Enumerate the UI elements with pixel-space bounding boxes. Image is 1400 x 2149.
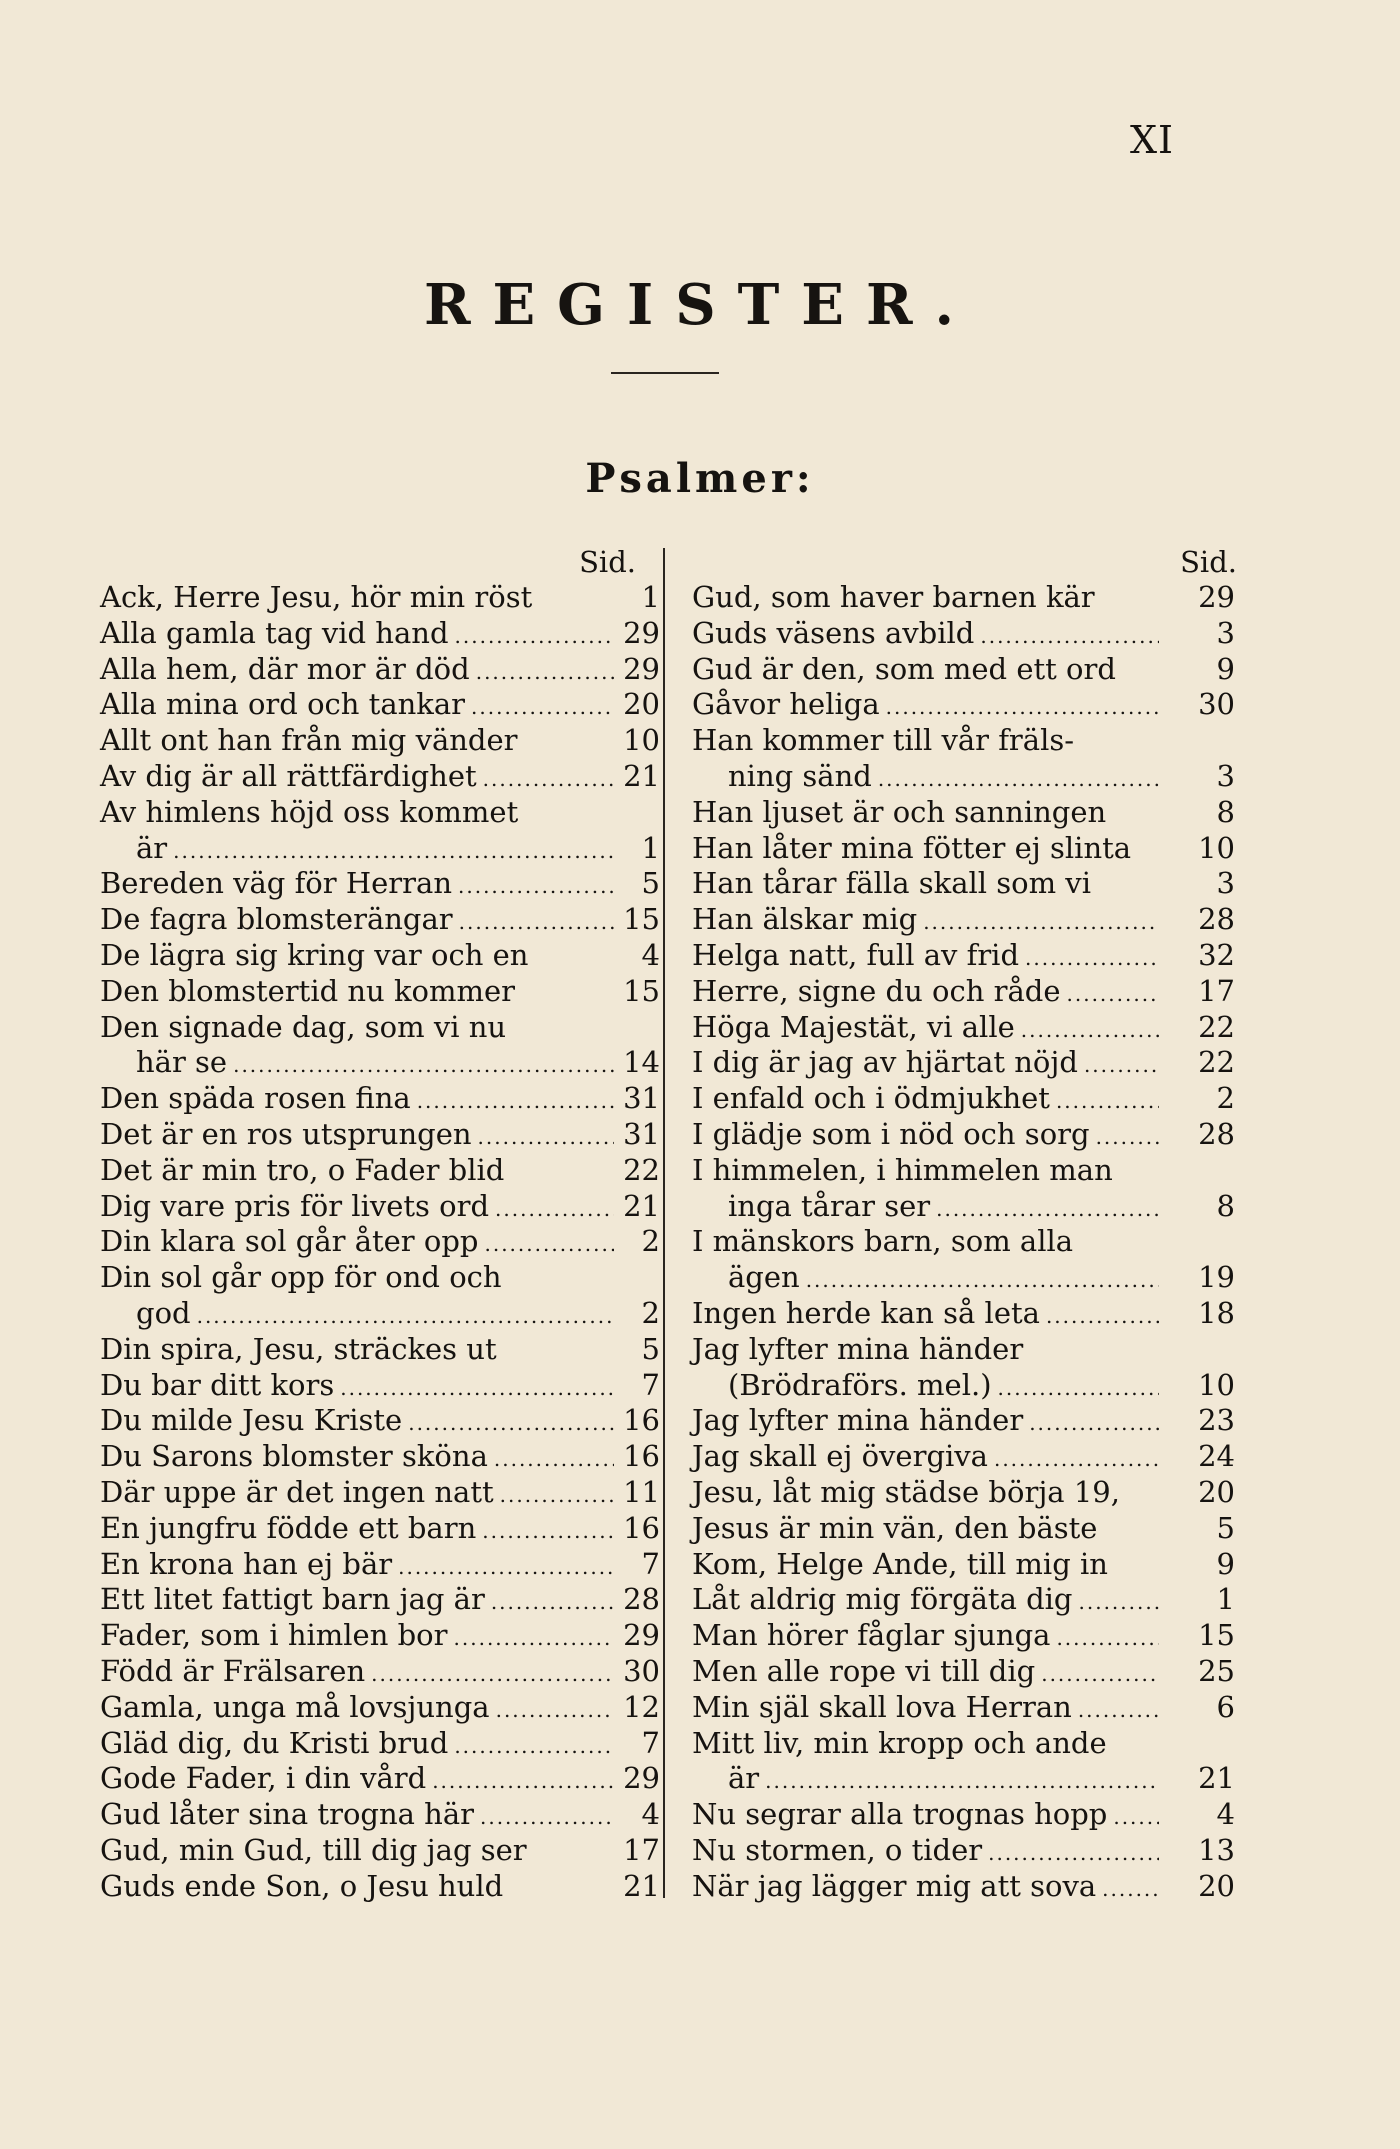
entry-title: De fagra blomsterängar	[100, 902, 453, 937]
dot-leader	[173, 834, 614, 870]
index-entry	[692, 1582, 1235, 1618]
page-column-header: Sid.	[1180, 545, 1237, 579]
dot-leader	[455, 619, 614, 655]
index-entry	[692, 1368, 1235, 1404]
entry-title: Man hörer fåglar sjunga	[692, 1618, 1051, 1653]
dot-leader	[458, 869, 614, 905]
dot-leader	[500, 1478, 614, 1514]
index-entry	[100, 1117, 660, 1153]
dot-leader	[1096, 1120, 1159, 1156]
dot-leader	[998, 1371, 1159, 1407]
entry-page-number: 1	[1216, 1582, 1235, 1617]
entry-title: Gode Fader, i din vård	[100, 1761, 427, 1796]
entry-page-number: 31	[623, 1116, 660, 1151]
index-entry	[692, 1117, 1235, 1153]
index-entry	[692, 1010, 1235, 1046]
entry-page-number: 1	[641, 830, 660, 865]
entry-title: I mänskors barn, som alla	[692, 1224, 1074, 1259]
index-entry	[692, 616, 1235, 652]
entry-title: Alla gamla tag vid hand	[100, 615, 449, 650]
entry-title: Min själ skall lova Herran	[692, 1689, 1072, 1724]
entry-page-number: 3	[1216, 866, 1235, 901]
dot-leader	[936, 1192, 1159, 1228]
entry-title: De lägra sig kring var och en	[100, 937, 529, 972]
dot-leader	[923, 905, 1159, 941]
index-entry	[100, 652, 660, 688]
entry-title: Alla hem, där mor är död	[100, 651, 470, 686]
index-entry	[100, 1260, 660, 1296]
dot-leader	[1025, 941, 1159, 977]
index-entry	[100, 1081, 660, 1117]
index-entry	[100, 866, 660, 902]
index-entry	[692, 1224, 1235, 1260]
index-entry	[692, 1189, 1235, 1225]
dot-leader	[480, 1800, 614, 1836]
entry-title: Den blomstertid nu kommer	[100, 973, 516, 1008]
entry-title: När jag lägger mig att sova	[692, 1868, 1097, 1903]
index-entry	[100, 723, 660, 759]
entry-page-number: 2	[641, 1295, 660, 1330]
entry-title: Dig vare pris för livets ord	[100, 1188, 490, 1223]
entry-page-number: 16	[623, 1403, 660, 1438]
entry-title: Din sol går opp för ond och	[100, 1260, 502, 1295]
entry-page-number: 29	[623, 615, 660, 650]
index-entry	[100, 1690, 660, 1726]
entry-page-number: 2	[641, 1224, 660, 1259]
entry-title: Herre, signe du och råde	[692, 973, 1061, 1008]
entry-title: Han kommer till vår fräls-	[692, 723, 1075, 758]
title-divider	[611, 372, 719, 374]
index-entry	[692, 1797, 1235, 1833]
entry-page-number: 17	[1198, 973, 1235, 1008]
entry-list-left	[100, 580, 660, 1904]
entry-title: inga tårar ser	[728, 1188, 931, 1223]
index-entry	[100, 1296, 660, 1332]
entry-title: Gläd dig, du Kristi brud	[100, 1725, 449, 1760]
index-entry	[100, 1761, 660, 1797]
entry-page-number: 21	[623, 1188, 660, 1223]
dot-leader	[494, 1442, 614, 1478]
dot-leader	[484, 1227, 614, 1263]
entry-title: Det är en ros utsprungen	[100, 1116, 472, 1151]
entry-title: Av himlens höjd oss kommet	[100, 794, 519, 829]
entry-page-number: 24	[1198, 1439, 1235, 1474]
entry-title: I himmelen, i himmelen man	[692, 1152, 1113, 1187]
entry-page-number: 29	[623, 1618, 660, 1653]
index-entry	[100, 1833, 660, 1869]
entry-page-number: 7	[641, 1367, 660, 1402]
dot-leader	[1113, 1800, 1159, 1836]
index-entry	[692, 1726, 1235, 1762]
entry-title: Jag skall ej övergiva	[692, 1439, 988, 1474]
index-entry	[100, 1045, 660, 1081]
dot-leader	[994, 1442, 1159, 1478]
dot-leader	[459, 905, 614, 941]
entry-page-number: 7	[641, 1546, 660, 1581]
entry-title: Allt ont han från mig vänder	[100, 723, 518, 758]
entry-page-number: 28	[1198, 902, 1235, 937]
index-entry	[100, 1726, 660, 1762]
entry-list-right	[692, 580, 1235, 1904]
page-column-header: Sid.	[579, 545, 636, 579]
entry-page-number: 13	[1198, 1832, 1235, 1867]
index-entry	[100, 759, 660, 795]
entry-title: Gåvor heliga	[692, 687, 880, 722]
entry-page-number: 31	[623, 1081, 660, 1116]
index-entry	[692, 1439, 1235, 1475]
dot-leader	[1102, 1872, 1159, 1908]
entry-page-number: 5	[1216, 1510, 1235, 1545]
dot-leader	[980, 619, 1159, 655]
dot-leader	[495, 1192, 614, 1228]
entry-page-number: 11	[623, 1474, 660, 1509]
index-entry	[692, 1081, 1235, 1117]
entry-page-number: 23	[1198, 1403, 1235, 1438]
index-entry	[100, 1582, 660, 1618]
index-entry	[100, 1797, 660, 1833]
entry-title: Men alle rope vi till dig	[692, 1653, 1036, 1688]
index-entry	[692, 1761, 1235, 1797]
dot-leader	[454, 1621, 614, 1657]
entry-page-number: 15	[623, 902, 660, 937]
entry-page-number: 20	[1198, 1868, 1235, 1903]
section-heading: Psalmer:	[585, 455, 815, 502]
entry-title: Fader, som i himlen bor	[100, 1618, 448, 1653]
dot-leader	[1029, 1406, 1159, 1442]
dot-leader	[765, 1764, 1159, 1800]
entry-page-number: 20	[1198, 1474, 1235, 1509]
entry-page-number: 22	[1198, 1045, 1235, 1080]
entry-page-number: 9	[1216, 651, 1235, 686]
dot-leader	[454, 1729, 614, 1765]
entry-title: I dig är jag av hjärtat nöjd	[692, 1045, 1078, 1080]
index-entry	[692, 1475, 1235, 1511]
entry-page-number: 5	[641, 866, 660, 901]
entry-title: I glädje som i nöd och sorg	[692, 1116, 1090, 1151]
entry-page-number: 4	[641, 1797, 660, 1832]
index-entry	[692, 866, 1235, 902]
entry-page-number: 4	[1216, 1797, 1235, 1832]
entry-page-number: 5	[641, 1331, 660, 1366]
entry-title: Han tårar fälla skall som vi	[692, 866, 1091, 901]
index-entry	[692, 723, 1235, 759]
entry-title: Alla mina ord och tankar	[100, 687, 466, 722]
entry-page-number: 30	[1198, 687, 1235, 722]
entry-page-number: 7	[641, 1725, 660, 1760]
dot-leader	[1056, 1084, 1159, 1120]
entry-page-number: 30	[623, 1653, 660, 1688]
dot-leader	[491, 1585, 614, 1621]
entry-page-number: 3	[1216, 758, 1235, 793]
entry-title: En jungfru födde ett barn	[100, 1510, 477, 1545]
index-entry	[100, 1475, 660, 1511]
entry-title: Ett litet fattigt barn jag är	[100, 1582, 485, 1617]
index-entry	[100, 1547, 660, 1583]
entry-title: Jag lyfter mina händer	[692, 1331, 1024, 1366]
index-entry	[100, 1511, 660, 1547]
index-entry	[692, 974, 1235, 1010]
entry-title: Jesu, låt mig städse börja 19,	[692, 1474, 1120, 1509]
entry-page-number: 9	[1216, 1546, 1235, 1581]
entry-title: är	[728, 1761, 760, 1796]
index-entry	[100, 1654, 660, 1690]
index-entry	[692, 1045, 1235, 1081]
entry-title: Det är min tro, o Fader blid	[100, 1152, 505, 1187]
dot-leader	[483, 762, 614, 798]
index-entry	[692, 938, 1235, 974]
dot-leader	[233, 1048, 614, 1084]
entry-page-number: 3	[1216, 615, 1235, 650]
dot-leader	[197, 1299, 614, 1335]
dot-leader	[496, 1693, 614, 1729]
index-entry	[100, 1332, 660, 1368]
entry-page-number: 6	[1216, 1689, 1235, 1724]
entry-title: ägen	[728, 1260, 800, 1295]
dot-leader	[476, 655, 614, 691]
dot-leader	[408, 1406, 614, 1442]
entry-page-number: 28	[1198, 1116, 1235, 1151]
index-entry	[100, 1618, 660, 1654]
index-entry	[100, 795, 660, 831]
index-entry	[100, 1403, 660, 1439]
entry-title: Gud, min Gud, till dig jag ser	[100, 1832, 527, 1867]
index-entry	[692, 795, 1235, 831]
index-entry	[692, 1833, 1235, 1869]
dot-leader	[478, 1120, 614, 1156]
entry-page-number: 15	[623, 973, 660, 1008]
index-entry	[100, 1224, 660, 1260]
index-entry	[100, 1368, 660, 1404]
index-entry	[692, 1690, 1235, 1726]
dot-leader	[471, 690, 614, 726]
entry-page-number: 21	[623, 1868, 660, 1903]
entry-page-number: 8	[1216, 794, 1235, 829]
entry-title: Gud är den, som med ett ord	[692, 651, 1116, 686]
entry-title: Du milde Jesu Kriste	[100, 1403, 403, 1438]
dot-leader	[1067, 977, 1160, 1013]
dot-leader	[1041, 1657, 1159, 1693]
entry-title: Nu stormen, o tider	[692, 1832, 983, 1867]
dot-leader	[340, 1371, 614, 1407]
index-entry	[692, 580, 1235, 616]
entry-page-number: 21	[1198, 1761, 1235, 1796]
index-entry	[100, 974, 660, 1010]
entry-title: I enfald och i ödmjukhet	[692, 1081, 1050, 1116]
entry-page-number: 2	[1216, 1081, 1235, 1116]
entry-page-number: 16	[623, 1510, 660, 1545]
entry-page-number: 1	[641, 580, 660, 614]
entry-page-number: 8	[1216, 1188, 1235, 1223]
entry-title: Din spira, Jesu, sträckes ut	[100, 1331, 497, 1366]
entry-title: Du bar ditt kors	[100, 1367, 335, 1402]
index-entry	[100, 902, 660, 938]
entry-page-number: 12	[623, 1689, 660, 1724]
dot-leader	[398, 1550, 614, 1586]
entry-title: Låt aldrig mig förgäta dig	[692, 1582, 1073, 1617]
entry-title: Gamla, unga må lovsjunga	[100, 1689, 490, 1724]
index-entry	[692, 1296, 1235, 1332]
entry-title: Ingen herde kan så leta	[692, 1295, 1040, 1330]
entry-title: här se	[136, 1045, 228, 1080]
index-entry	[692, 652, 1235, 688]
entry-page-number: 17	[623, 1832, 660, 1867]
entry-title: ning sänd	[728, 758, 872, 793]
index-entry	[692, 1547, 1235, 1583]
entry-page-number: 15	[1198, 1618, 1235, 1653]
dot-leader	[1046, 1299, 1159, 1335]
entry-title: (Brödraförs. mel.)	[728, 1367, 992, 1402]
entry-page-number: 29	[623, 651, 660, 686]
entry-page-number: 4	[641, 937, 660, 972]
dot-leader	[886, 690, 1159, 726]
index-entry	[692, 902, 1235, 938]
entry-title: Din klara sol går åter opp	[100, 1224, 479, 1259]
index-entry	[692, 1654, 1235, 1690]
entry-title: Den signade dag, som vi nu	[100, 1009, 507, 1044]
dot-leader	[432, 1764, 614, 1800]
entry-page-number: 29	[623, 1761, 660, 1796]
index-entry	[100, 1010, 660, 1046]
index-entry	[692, 1618, 1235, 1654]
entry-page-number: 22	[1198, 1009, 1235, 1044]
index-entry	[692, 687, 1235, 723]
dot-leader	[1084, 1048, 1159, 1084]
entry-title: Han älskar mig	[692, 902, 918, 937]
index-entry	[692, 1260, 1235, 1296]
page-title: REGISTER.	[423, 272, 977, 338]
entry-title: Höga Majestät, vi alle	[692, 1009, 1015, 1044]
entry-title: Du Sarons blomster sköna	[100, 1439, 488, 1474]
entry-page-number: 10	[1198, 1367, 1235, 1402]
index-entry	[100, 580, 660, 616]
dot-leader	[482, 1514, 614, 1550]
entry-title: Jesus är min vän, den bäste	[692, 1510, 1098, 1545]
entry-title: Bereden väg för Herran	[100, 866, 452, 901]
index-entry	[692, 1869, 1235, 1905]
index-entry	[100, 687, 660, 723]
index-entry	[692, 1403, 1235, 1439]
index-entry	[692, 831, 1235, 867]
index-entry	[692, 1511, 1235, 1547]
index-entry	[100, 938, 660, 974]
entry-title: Den späda rosen fina	[100, 1081, 411, 1116]
entry-title: Han låter mina fötter ej slinta	[692, 830, 1132, 865]
entry-title: god	[136, 1295, 191, 1330]
entry-title: Född är Frälsaren	[100, 1653, 366, 1688]
dot-leader	[1056, 1621, 1159, 1657]
entry-page-number: 20	[623, 687, 660, 722]
entry-title: Nu segrar alla trognas hopp	[692, 1797, 1108, 1832]
page-number: XI	[1130, 118, 1175, 162]
entry-title: Av dig är all rättfärdighet	[100, 758, 477, 793]
entry-page-number: 22	[623, 1152, 660, 1187]
entry-page-number: 14	[623, 1045, 660, 1080]
index-entry	[100, 1189, 660, 1225]
entry-page-number: 10	[1198, 830, 1235, 865]
entry-title: Guds ende Son, o Jesu huld	[100, 1868, 504, 1903]
entry-title: Mitt liv, min kropp och ande	[692, 1725, 1107, 1760]
dot-leader	[806, 1263, 1159, 1299]
dot-leader	[371, 1657, 614, 1693]
entry-page-number: 32	[1198, 937, 1235, 972]
entry-page-number: 19	[1198, 1260, 1235, 1295]
index-entry	[100, 1153, 660, 1189]
entry-page-number: 21	[623, 758, 660, 793]
entry-page-number: 29	[1198, 580, 1235, 614]
entry-title: Gud låter sina trogna här	[100, 1797, 474, 1832]
index-entry	[692, 1332, 1235, 1368]
entry-title: Guds väsens avbild	[692, 615, 975, 650]
entry-title: Gud, som haver barnen kär	[692, 580, 1095, 614]
column-divider	[663, 548, 665, 1898]
index-entry	[100, 616, 660, 652]
dot-leader	[1079, 1585, 1160, 1621]
entry-title: Kom, Helge Ande, till mig in	[692, 1546, 1108, 1581]
index-entry	[100, 1439, 660, 1475]
entry-title: Ack, Herre Jesu, hör min röst	[100, 580, 533, 614]
entry-page-number: 28	[623, 1582, 660, 1617]
entry-title: En krona han ej bär	[100, 1546, 393, 1581]
index-column-right	[692, 544, 1235, 1904]
entry-page-number: 10	[623, 723, 660, 758]
entry-title: Där uppe är det ingen natt	[100, 1474, 494, 1509]
entry-title: Helga natt, full av frid	[692, 937, 1020, 972]
entry-title: Han ljuset är och sanningen	[692, 794, 1107, 829]
entry-page-number: 18	[1198, 1295, 1235, 1330]
dot-leader	[878, 762, 1159, 798]
entry-title: är	[136, 830, 168, 865]
entry-page-number: 16	[623, 1439, 660, 1474]
index-entry	[692, 759, 1235, 795]
index-entry	[100, 1869, 660, 1905]
dot-leader	[1021, 1013, 1159, 1049]
dot-leader	[417, 1084, 614, 1120]
index-column-left	[100, 544, 660, 1904]
entry-title: Jag lyfter mina händer	[692, 1403, 1024, 1438]
index-entry	[100, 831, 660, 867]
dot-leader	[1078, 1693, 1159, 1729]
entry-page-number: 25	[1198, 1653, 1235, 1688]
dot-leader	[988, 1836, 1159, 1872]
index-entry	[692, 1153, 1235, 1189]
